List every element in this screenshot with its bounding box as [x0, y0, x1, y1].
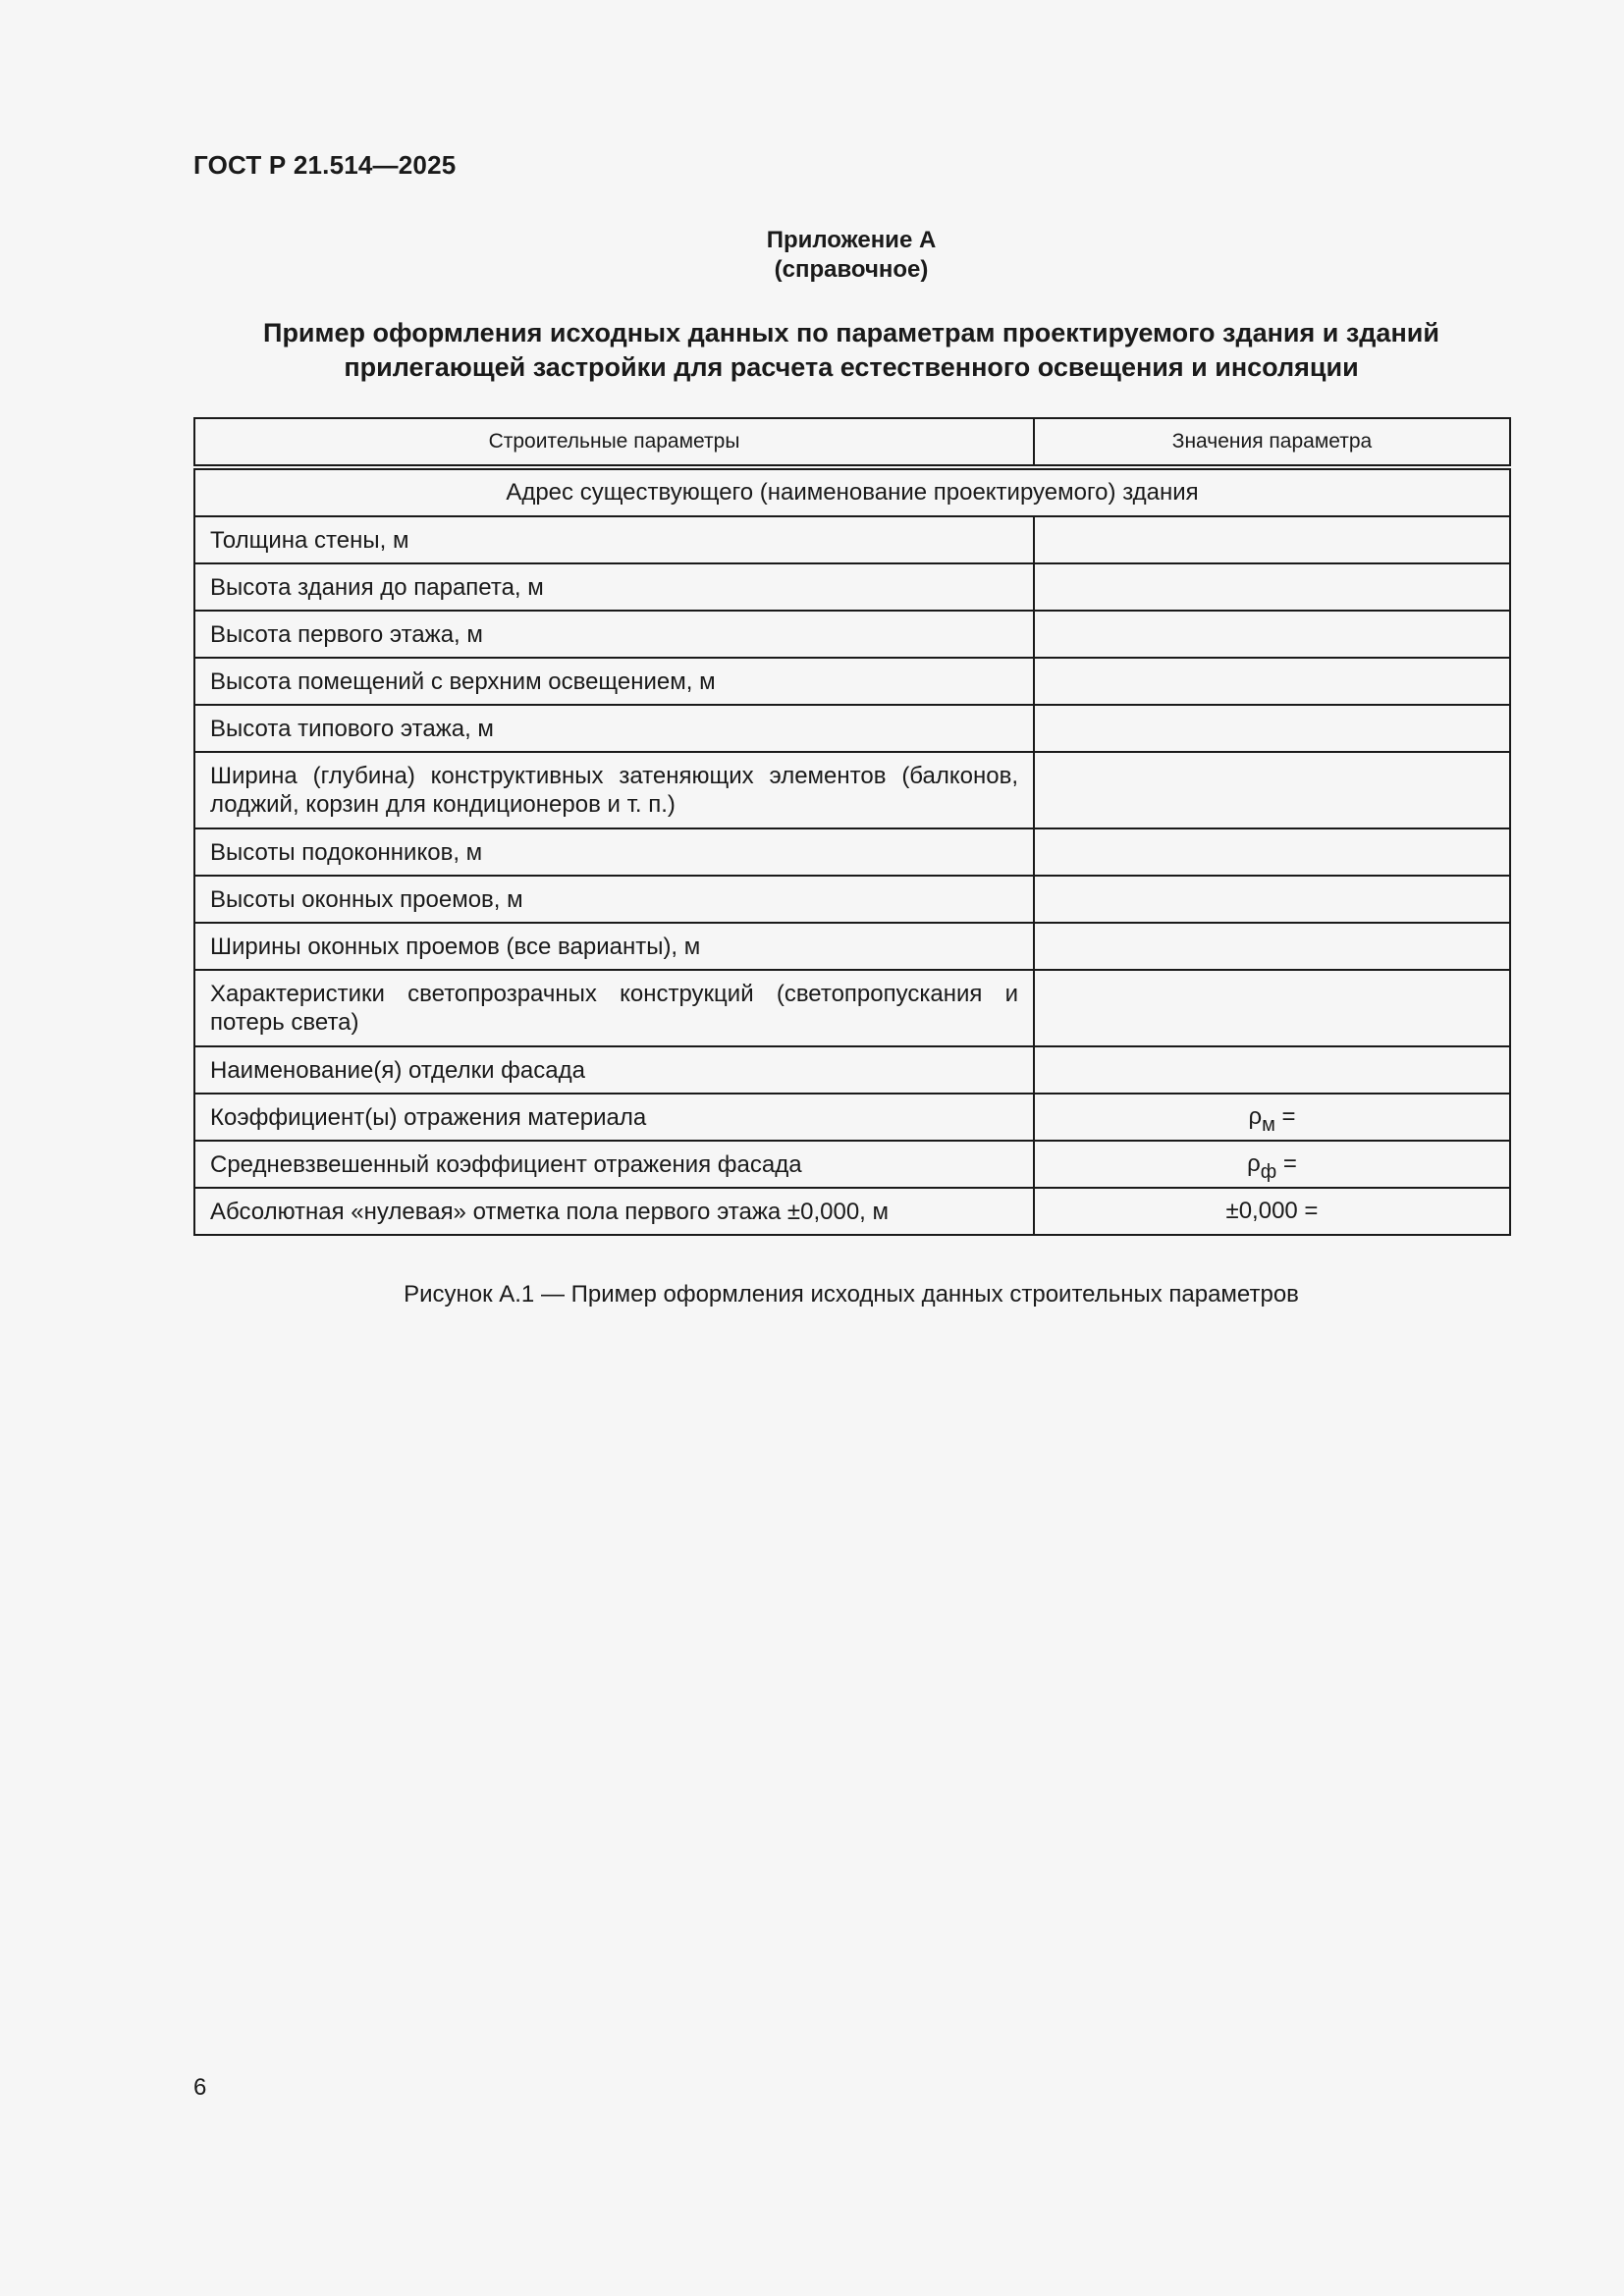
column-header-parameters: Строительные параметры [194, 418, 1034, 467]
parameter-value [1034, 752, 1510, 828]
rho-symbol: ρ [1247, 1150, 1261, 1177]
appendix-label: Приложение А [766, 227, 937, 253]
parameter-value [1034, 705, 1510, 752]
table-row [194, 752, 1510, 828]
parameter-value [1034, 970, 1510, 1046]
table-row [194, 828, 1510, 876]
document-code-header: ГОСТ Р 21.514—2025 [193, 150, 457, 180]
appendix-title [193, 226, 1509, 285]
rho-subscript: м [1262, 1114, 1275, 1136]
parameter-label: Средневзвешенный коэффициент отражения фасада [194, 1141, 1034, 1188]
parameter-value [1034, 611, 1510, 658]
table-row [194, 658, 1510, 705]
parameter-label: Высоты подоконников, м [194, 828, 1034, 876]
parameter-value [1034, 563, 1510, 611]
column-header-values: Значения параметра [1034, 418, 1510, 467]
parameter-value [1034, 828, 1510, 876]
table-row [194, 876, 1510, 923]
parameter-value [1034, 1046, 1510, 1094]
section-address-label: Адрес существующего (наименование проектируемого) здания [194, 467, 1510, 516]
rho-subscript: ф [1260, 1161, 1277, 1183]
parameter-label: Ширины оконных проемов (все варианты), м [194, 923, 1034, 970]
parameter-label: Высота здания до парапета, м [194, 563, 1034, 611]
table-row [194, 611, 1510, 658]
table-row [194, 705, 1510, 752]
parameter-value: ±0,000 = [1034, 1188, 1510, 1235]
appendix-heading [193, 316, 1509, 385]
parameter-value [1034, 1094, 1510, 1141]
parameter-value [1034, 923, 1510, 970]
appendix-heading-line-2: прилегающей застройки для расчета естественного освещения и инсоляции [344, 352, 1359, 382]
table-header-row [194, 418, 1510, 467]
table-row [194, 923, 1510, 970]
parameter-value [1034, 516, 1510, 563]
table-row [194, 1188, 1510, 1235]
parameter-label: Коэффициент(ы) отражения материала [194, 1094, 1034, 1141]
appendix-heading-line-1: Пример оформления исходных данных по параметрам проектируемого здания и зданий [263, 318, 1439, 347]
table-row [194, 1141, 1510, 1188]
parameter-label: Высота первого этажа, м [194, 611, 1034, 658]
appendix-type: (справочное) [774, 256, 929, 283]
building-parameters-table [193, 417, 1511, 1236]
parameter-value [1034, 1141, 1510, 1188]
parameter-label: Высоты оконных проемов, м [194, 876, 1034, 923]
table-row [194, 1094, 1510, 1141]
table-row [194, 516, 1510, 563]
table-row [194, 563, 1510, 611]
parameter-value [1034, 876, 1510, 923]
equals-sign: = [1274, 1103, 1296, 1130]
parameter-label: Высота помещений с верхним освещением, м [194, 658, 1034, 705]
parameter-label: Высота типового этажа, м [194, 705, 1034, 752]
equals-sign: = [1276, 1150, 1297, 1177]
table-row [194, 1046, 1510, 1094]
parameter-value [1034, 658, 1510, 705]
figure-caption: Рисунок А.1 — Пример оформления исходных данных строительных параметров [404, 1281, 1299, 1308]
parameter-label: Абсолютная «нулевая» отметка пола первого этажа ±0,000, м [194, 1188, 1034, 1235]
parameter-label: Наименование(я) отделки фасада [194, 1046, 1034, 1094]
parameter-label: Толщина стены, м [194, 516, 1034, 563]
parameter-label: Характеристики светопрозрачных конструкций (светопропускания и потерь света) [194, 970, 1034, 1046]
page-number: 6 [193, 2074, 207, 2101]
table-section-row [194, 467, 1510, 516]
rho-symbol: ρ [1248, 1103, 1263, 1130]
parameter-label: Ширина (глубина) конструктивных затеняющих элементов (балконов, лоджий, корзин для кондиционеров и т. п.) [194, 752, 1034, 828]
table-row [194, 970, 1510, 1046]
